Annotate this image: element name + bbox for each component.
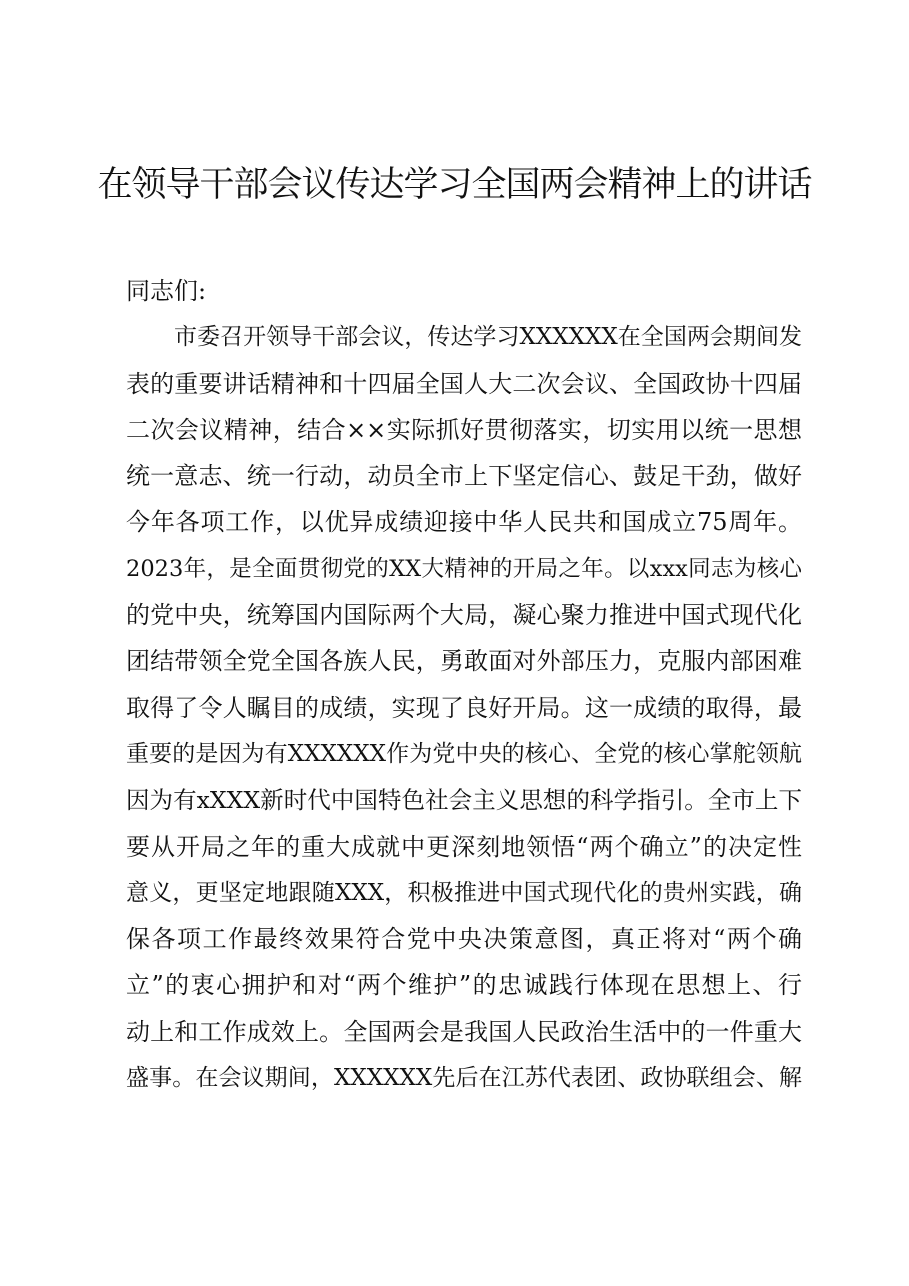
paragraph-line: 保各项工作最终效果符合党中央决策意图，真正将对“两个确 <box>126 925 802 954</box>
paragraph-line: 的党中央，统筹国内国际两个大局，凝心聚力推进中国式现代化 <box>126 601 802 630</box>
paragraph-line: 统一意志、统一行动，动员全市上下坚定信心、鼓足干劲，做好 <box>126 462 802 491</box>
paragraph-line: 表的重要讲话精神和十四届全国人大二次会议、全国政协十四届 <box>126 369 802 398</box>
paragraph-line: 盛事。在会议期间，XXXXXX先后在江苏代表团、政协联组会、解 <box>126 1065 802 1092</box>
paragraph-line: 意义，更坚定地跟随XXX，积极推进中国式现代化的贵州实践，确 <box>126 879 802 906</box>
paragraph-line: 要从开局之年的重大成就中更深刻地领悟“两个确立”的决定性 <box>126 832 802 861</box>
paragraph-line: 因为有xXXX新时代中国特色社会主义思想的科学指引。全市上下 <box>126 786 802 815</box>
paragraph-line: 动上和工作成效上。全国两会是我国人民政治生活中的一件重大 <box>126 1017 802 1046</box>
paragraph-line: 团结带领全党全国各族人民，勇敢面对外部压力，克服内部困难 <box>126 647 802 676</box>
paragraph-line: 2023年，是全面贯彻党的XX大精神的开局之年。以xxx同志为核心 <box>126 555 802 582</box>
salutation: 同志们: <box>126 277 207 305</box>
paragraph-line: 重要的是因为有XXXXXX作为党中央的核心、全党的核心掌舵领航 <box>126 740 802 767</box>
paragraph-line: 取得了令人瞩目的成绩，实现了良好开局。这一成绩的取得，最 <box>126 693 802 722</box>
paragraph-line: 二次会议精神，结合××实际抓好贯彻落实，切实用以统一思想 <box>126 415 802 444</box>
document-title: 在领导干部会议传达学习全国两会精神上的讲话 <box>97 165 812 205</box>
paragraph-line: 立”的衷心拥护和对“两个维护”的忠诚践行体现在思想上、行 <box>126 971 802 1000</box>
paragraph-line: 今年各项工作，以优异成绩迎接中华人民共和国成立75周年。 <box>126 508 802 537</box>
paragraph-line: 市委召开领导干部会议，传达学习XXXXXX在全国两会期间发 <box>174 324 802 351</box>
document-body <box>126 268 816 1101</box>
